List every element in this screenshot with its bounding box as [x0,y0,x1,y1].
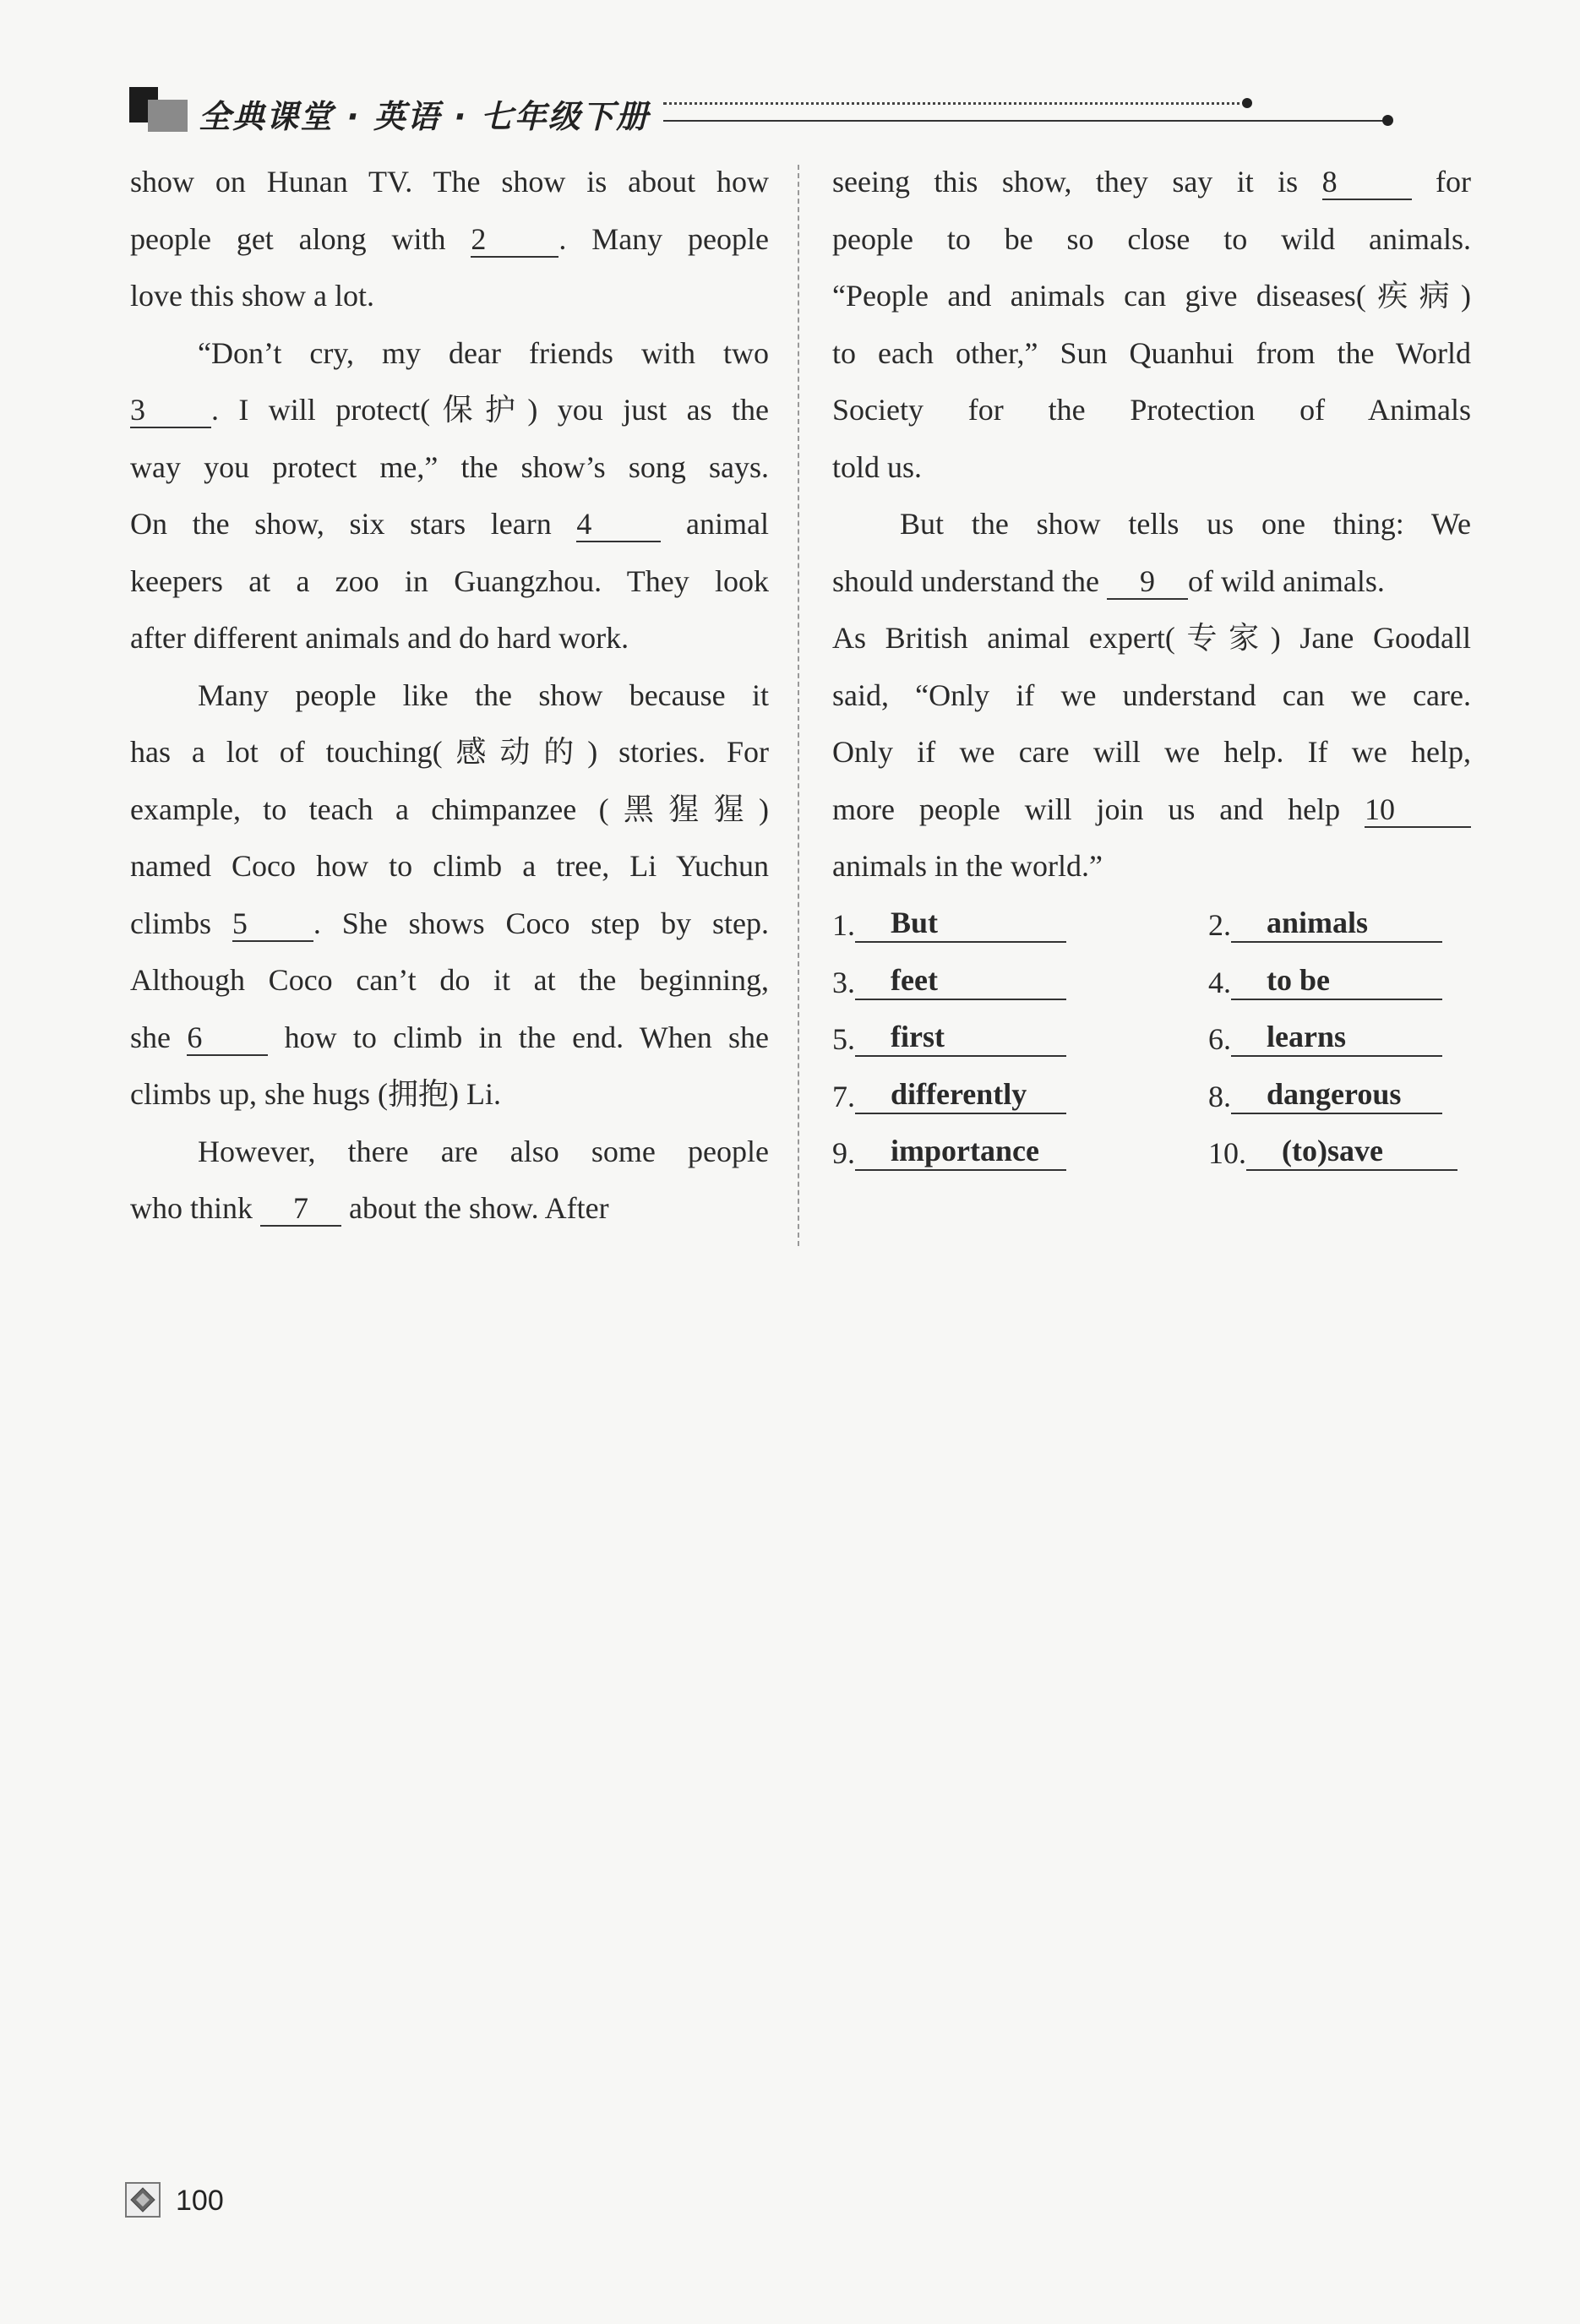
text-line: people to be so close to wild animals. [832,221,1471,256]
header-rule-dot [1242,98,1252,108]
text-line: people get along with 2 . Many people [130,221,769,256]
text-line: Many people like the show because it [198,678,769,712]
answer-item: 6. learns [1208,1018,1442,1060]
text-line: she 6 how to climb in the end. When she [130,1020,770,1054]
blank-9: 9 [1107,564,1188,600]
answer-item: 10. (to)save [1208,1132,1457,1174]
text-line: Only if we care will we help. If we help, [832,735,1471,769]
text-line: On the show, six stars learn 4 animal [130,507,770,541]
header-title: 全典课堂 · 英语 · 七年级下册 [199,98,650,135]
text-line: show on Hunan TV. The show is about how [130,165,769,199]
text-line: who think 7 about the show. After [130,1191,609,1225]
answer-row [832,904,1474,961]
text-line: said, “Only if we understand can we care. [832,678,1471,712]
text-line: way you protect me,” the show’s song says. [130,449,769,484]
text-line: seeing this show, they say it is 8 for [832,165,1471,199]
answer-item: 3. feet [832,961,1066,1004]
text-line: As British animal expert(专家) Jane Goodall [832,621,1471,655]
text-line: animals in the world.” [832,849,1103,883]
diamond-icon [125,2182,161,2218]
header-rule-dot [1382,115,1393,126]
answer-item: 2. animals [1208,904,1442,946]
text-line: told us. [832,449,923,484]
blank-6: 6 [187,1020,268,1056]
text-line: 3 . I will protect(保护) you just as the [130,393,769,427]
header-dotted-rule [663,102,1246,105]
text-line: Society for the Protection of Animals [832,393,1471,427]
answer-item: 8. dangerous [1208,1075,1442,1118]
header-solid-rule [663,120,1390,122]
answer-row [832,961,1474,1019]
answer-item: 9. importance [832,1132,1066,1174]
text-line: after different animals and do hard work. [130,621,629,655]
answer-row [832,1018,1474,1075]
blank-10: 10 [1365,792,1471,828]
text-line: Although Coco can’t do it at the beginning, [130,963,769,997]
text-line: named Coco how to climb a tree, Li Yuchun [130,849,769,883]
column-divider [798,165,799,1246]
text-line: “Don’t cry, my dear friends with two [198,335,769,370]
text-line: should understand the 9 of wild animals. [832,563,1385,598]
text-line: has a lot of touching(感动的) stories. For [130,735,769,769]
answer-item: 4. to be [1208,961,1442,1004]
blank-8: 8 [1322,165,1412,200]
answer-row [832,1075,1474,1133]
blank-5: 5 [232,906,313,942]
text-line: more people will join us and help 10 [832,788,1471,846]
text-line: to each other,” Sun Quanhui from the World [832,335,1471,370]
text-line: “People and animals can give diseases(疾病) [832,279,1471,313]
answer-item: 7. differently [832,1075,1066,1118]
blank-2: 2 [471,222,558,258]
text-line: But the show tells us one thing: We [900,507,1471,541]
answer-key [832,904,1474,1189]
blank-3: 3 [130,393,211,428]
blank-4: 4 [576,507,661,542]
blank-7: 7 [260,1191,341,1227]
left-column-text [130,161,769,1244]
text-line: love this show a lot. [130,279,374,313]
answer-item: 5. first [832,1018,1066,1060]
text-line: climbs 5 . She shows Coco step by step. [130,906,769,940]
text-line: However, there are also some people [198,1134,769,1168]
right-column-text [832,161,1471,902]
page-number: 100 [176,2185,224,2217]
answer-row [832,1132,1474,1189]
text-line: keepers at a zoo in Guangzhou. They look [130,563,769,598]
text-line: example, to teach a chimpanzee (黑猩猩) [130,792,769,826]
text-line: climbs up, she hugs (拥抱) Li. [130,1077,501,1111]
answer-item: 1. But [832,904,1066,946]
header-logo-block-gray [148,100,188,132]
